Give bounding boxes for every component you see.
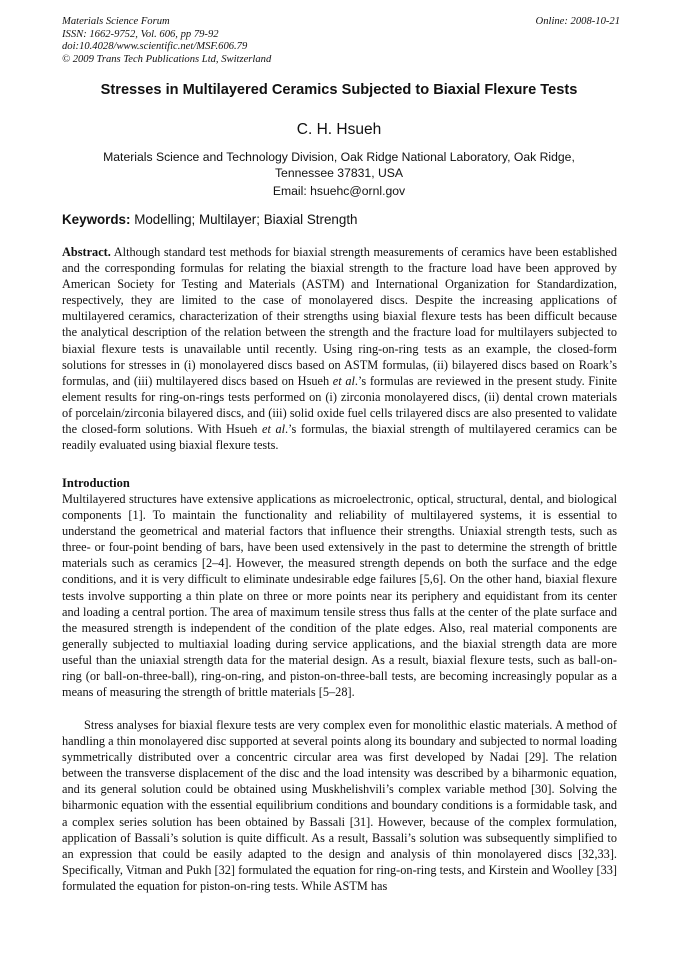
abstract <box>62 244 617 453</box>
author-email: Email: hsuehc@ornl.gov <box>272 184 406 198</box>
introduction-heading: Introduction <box>62 476 130 490</box>
author-name: C. H. Hsueh <box>296 121 382 138</box>
abstract-text-2: .’s formulas are reviewed in the present study. Finite element results for ring-on-rings tests performed on (i) zirconia monolayered discs, (ii) dental crown materials of porcelain/zirconia bilayered discs, and (iii) solid oxide fuel cells trilayered discs are also presented to validate the closed-form solutions. With Hsueh <box>62 373 618 437</box>
copyright-line: © 2009 Trans Tech Publications Ltd, Switzerland <box>62 53 272 65</box>
introduction-paragraph-2: Stress analyses for biaxial flexure tests are very complex even for monolithic elastic materials. A method of handling a thin monolayered disc supported at several points along its boundary and subjected to normal loading symmetrically distributed over a concentric circular area was first developed by Nadai [29]. The relation between the transverse displacement of the disc and the load intensity was described by a biharmonic equation, and its general solution could be obtained using Muskhelishvili’s complex variable method [30]. Solving the biharmonic equation with the essential equilibrium conditions and boundary conditions is a formidable task, and a complex series solution has been obtained by Bassali [31]. However, because of the complex formulation, application of Bassali’s solution is quite difficult. As a result, Bassali’s solution was subsequently simplified to an expression that could be easily adapted to the design and analysis of thin monolayered discs [32,33]. Specifically, Vitman and Pukh [32] formulated the equation for ring-on-ring tests, and Kirstein and Woolley [33] formulated the equation for piston-on-ring tests. While ASTM has <box>62 718 617 893</box>
abstract-etal-1: et al <box>332 373 355 388</box>
abstract-label: Abstract. <box>62 245 111 259</box>
online-date: Online: 2008-10-21 <box>535 16 620 27</box>
keywords-text: Modelling; Multilayer; Biaxial Strength <box>134 212 358 227</box>
paper-title: Stresses in Multilayered Ceramics Subjected to Biaxial Flexure Tests <box>100 82 578 98</box>
abstract-text-1: Although standard test methods for biaxial strength measurements of ceramics have been established and the corresponding formulas for relating the biaxial strength to the fracture load have been approved by American Society for Testing and Materials (ASTM) and International Organization for Standardization, respectively, they are limited to the case of monolayered discs. Despite the increasing applications of multilayered ceramics, characterization of their strengths using biaxial flexure tests has been difficult because the analytical description of the relation between the strength and the fracture load for multilayers subjected to biaxial flexure tests is unavailable until recently. Using ring-on-ring tests as an example, the closed-form solutions for stresses in (i) monolayered discs based on ASTM formulas, (ii) bilayered discs based on Roark’s formulas, and (iii) multilayered discs based on Hsueh <box>62 245 617 388</box>
issn-line: ISSN: 1662-9752, Vol. 606, pp 79-92 <box>62 28 219 40</box>
doi-line: doi:10.4028/www.scientific.net/MSF.606.79 <box>62 41 248 52</box>
journal-name: Materials Science Forum <box>62 16 170 27</box>
affiliation-line-2: Tennessee 37831, USA <box>274 166 404 180</box>
affiliation <box>0 149 678 181</box>
keywords <box>62 212 357 227</box>
keywords-label: Keywords: <box>62 212 131 227</box>
abstract-etal-2: et al <box>262 422 286 437</box>
affiliation-line-1: Materials Science and Technology Division, Oak Ridge National Laboratory, Oak Ridge, <box>103 150 575 164</box>
introduction-paragraph-1: Multilayered structures have extensive applications as microelectronic, optical, structural, dental, and biological components [1]. To maintain the functionality and reliability of multilayered systems, it is essential to understand the geometrical and material factors that influence their strengths. Uniaxial strength tests, such as three- or four-point bending of bars, have been used extensively in the past to determine the strength of brittle materials such as ceramics [2–4]. However, the measured strength depends on both the surface and the edge conditions, and it is very difficult to eliminate undesirable edge failures [5,6]. On the other hand, biaxial flexure tests involve supporting a thin plate on three or more points near its periphery and equidistant from its center and loading a central portion. The area of maximum tensile stress thus falls at the center of the plate surface and the measured strength is independent of the condition of the plate edges. Also, real material components are generally subjected to multiaxial loading during service applications, and the biaxial strength data are more useful than the uniaxial strength data for the material design. As a result, biaxial flexure tests, such as ball-on-ring (or ball-on-three-ball), ring-on-ring, and piston-on-three-ball tests, are becoming increasingly popular as a means of measuring the strength of brittle materials [5–28]. <box>62 492 617 700</box>
abstract-text-3: .’s formulas, the biaxial strength of multilayered ceramics can be readily evaluated using biaxial flexure tests. <box>62 422 617 453</box>
